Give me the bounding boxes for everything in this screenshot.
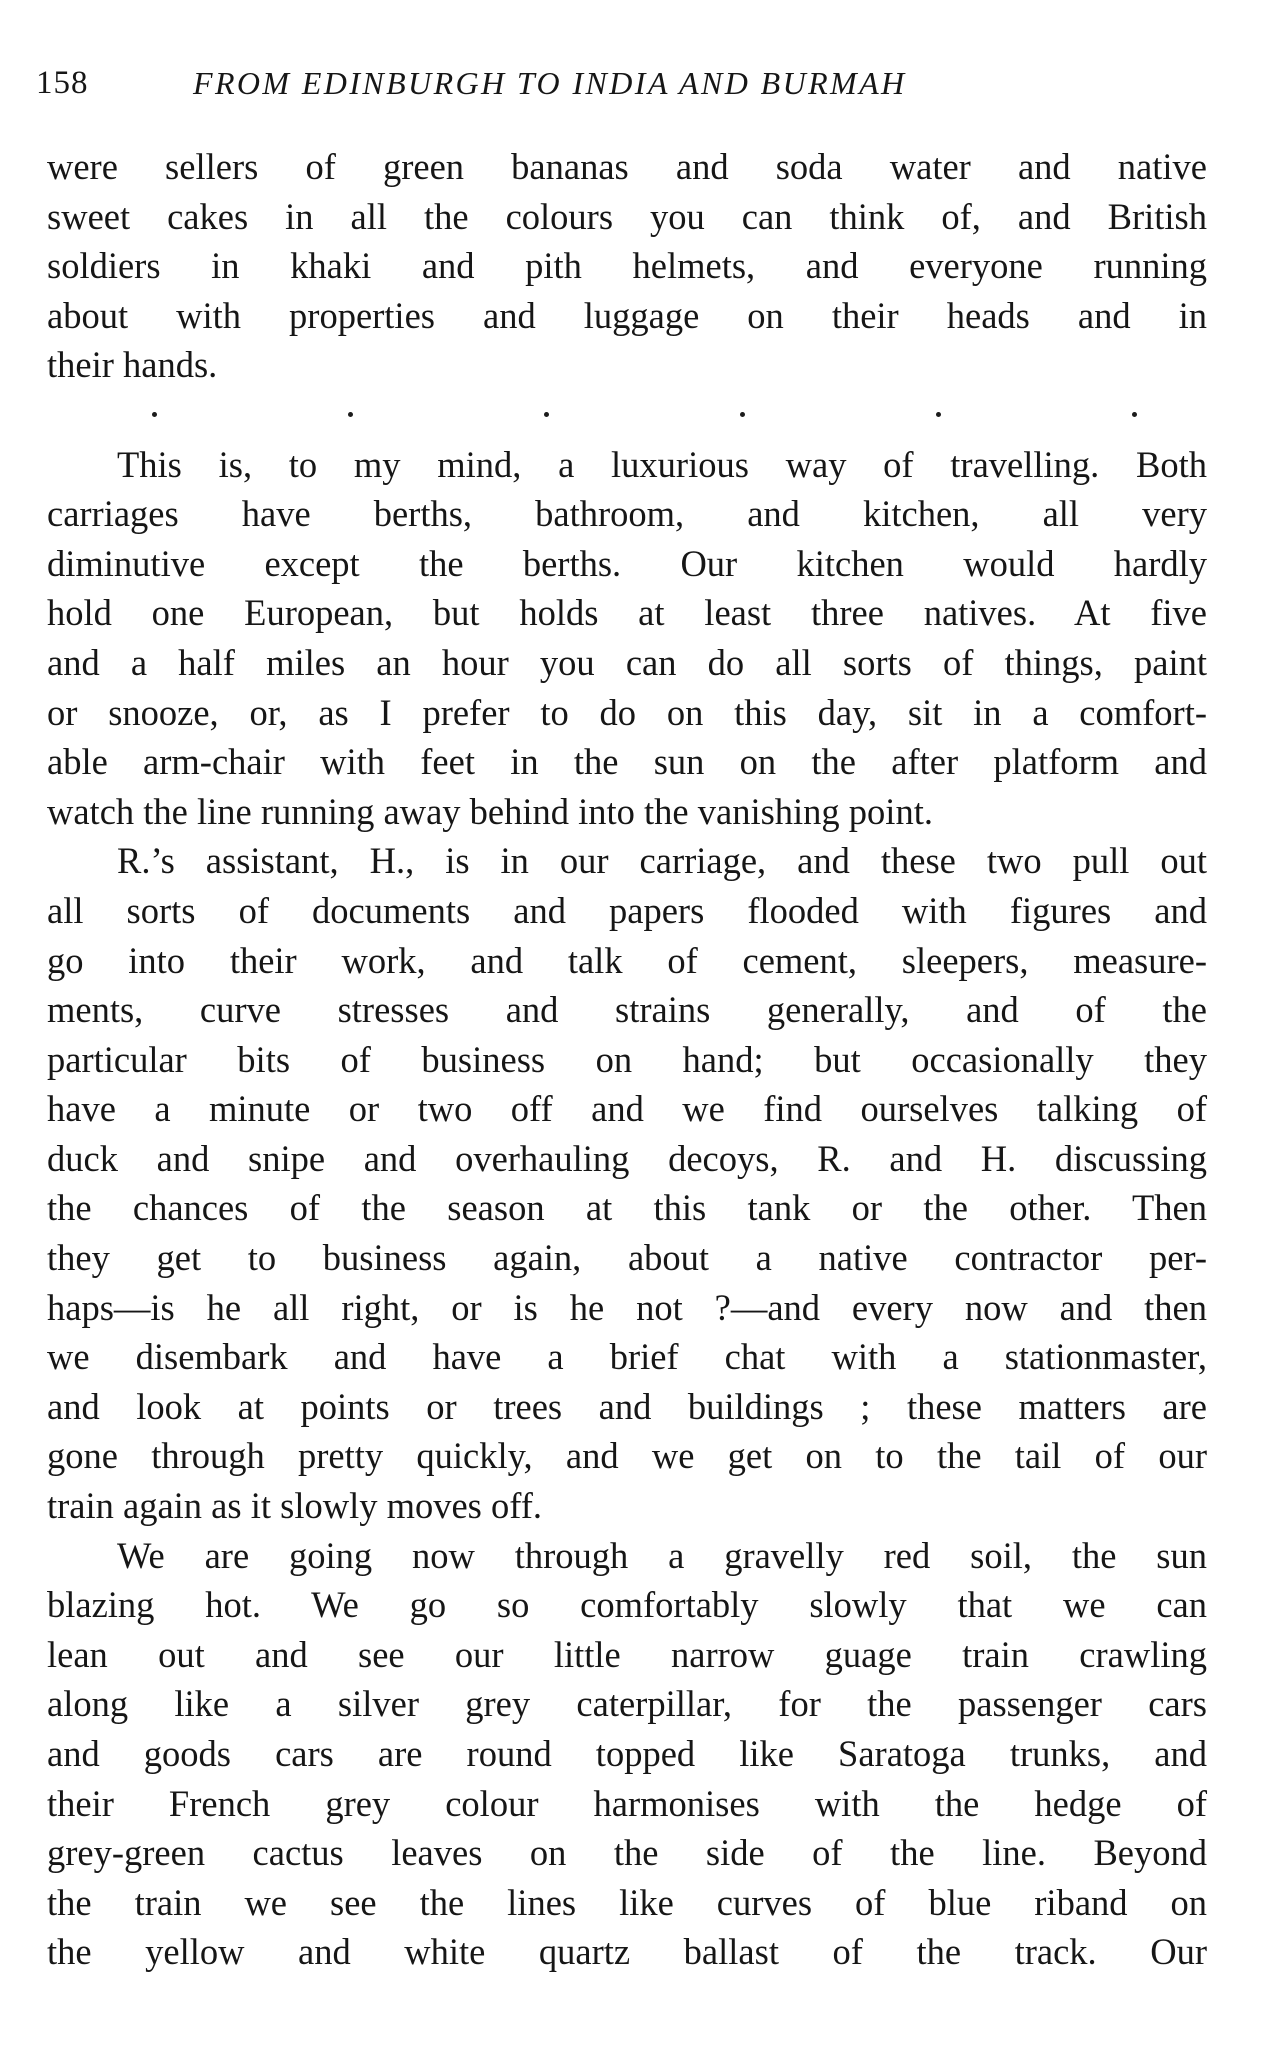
text-line: carriages have berths, bathroom, and kitchen, all very xyxy=(47,493,1207,535)
text-line: sweet cakes in all the colours you can think of, and British xyxy=(47,195,1207,237)
text-line: blazing hot. We go so comfortably slowly that we can xyxy=(47,1584,1207,1626)
text-line: lean out and see our little narrow guage train crawling xyxy=(47,1633,1207,1675)
ellipsis-dot xyxy=(348,412,353,417)
text-line: hold one European, but holds at least three natives. At five xyxy=(47,592,1207,634)
text-line: and goods cars are round topped like Saratoga trunks, and xyxy=(47,1733,1207,1774)
text-line: able arm-chair with feet in the sun on the after platform and xyxy=(47,741,1207,783)
ellipsis-dot xyxy=(544,412,549,417)
ellipsis-dot xyxy=(152,412,157,417)
text-line: This is, to my mind, a luxurious way of travelling. Both xyxy=(117,443,1207,485)
text-line: ments, curve stresses and strains generally, and of the xyxy=(47,989,1207,1031)
text-line: the train we see the lines like curves of blue riband on xyxy=(47,1881,1207,1923)
running-head xyxy=(36,58,1226,108)
text-line: were sellers of green bananas and soda water and native xyxy=(47,146,1207,187)
section-break-dots xyxy=(47,390,1207,440)
text-line: all sorts of documents and papers flooded with figures and xyxy=(47,889,1207,931)
text-line: or snooze, or, as I prefer to do on this day, sit in a comfort- xyxy=(47,691,1207,733)
text-line: We are going now through a gravelly red soil, the sun xyxy=(117,1534,1207,1576)
text-line: grey-green cactus leaves on the side of the line. Beyond xyxy=(47,1832,1207,1874)
text-line: particular bits of business on hand; but occasionally they xyxy=(47,1038,1207,1080)
text-line: along like a silver grey caterpillar, for the passenger cars xyxy=(47,1683,1207,1725)
text-line: have a minute or two off and we find ourselves talking of xyxy=(47,1088,1207,1130)
ellipsis-dot xyxy=(1132,412,1137,417)
text-line: gone through pretty quickly, and we get on to the tail of our xyxy=(47,1435,1207,1477)
text-line: the chances of the season at this tank or the other. Then xyxy=(47,1187,1207,1229)
text-line: their hands. xyxy=(47,344,218,386)
text-line: diminutive except the berths. Our kitchen would hardly xyxy=(47,542,1207,584)
text-line: soldiers in khaki and pith helmets, and everyone running xyxy=(47,245,1207,287)
text-line: their French grey colour harmonises with the hedge of xyxy=(47,1782,1207,1824)
text-line: and look at points or trees and buildings ; these matters are xyxy=(47,1385,1207,1427)
text-line: watch the line running away behind into the vanishing point. xyxy=(47,790,933,832)
text-line: the yellow and white quartz ballast of the track. Our xyxy=(47,1931,1207,1973)
text-line: haps—is he all right, or is he not ?—and every now and then xyxy=(47,1286,1207,1328)
running-title: FROM EDINBURGH TO INDIA AND BURMAH xyxy=(193,65,907,101)
ellipsis-dot xyxy=(936,412,941,417)
page-number: 158 xyxy=(36,65,89,101)
text-line: train again as it slowly moves off. xyxy=(47,1485,543,1527)
text-line: about with properties and luggage on their heads and in xyxy=(47,294,1207,336)
text-line: R.’s assistant, H., is in our carriage, and these two pull out xyxy=(117,840,1207,882)
text-line: go into their work, and talk of cement, sleepers, measure- xyxy=(47,939,1207,981)
text-line: duck and snipe and overhauling decoys, R. and H. discussing xyxy=(47,1137,1207,1179)
text-line: we disembark and have a brief chat with a stationmaster, xyxy=(47,1336,1207,1378)
text-line: they get to business again, about a native contractor per- xyxy=(47,1237,1207,1279)
text-line: and a half miles an hour you can do all sorts of things, paint xyxy=(47,641,1207,683)
body-text xyxy=(47,142,1207,1977)
ellipsis-dot xyxy=(740,412,745,417)
